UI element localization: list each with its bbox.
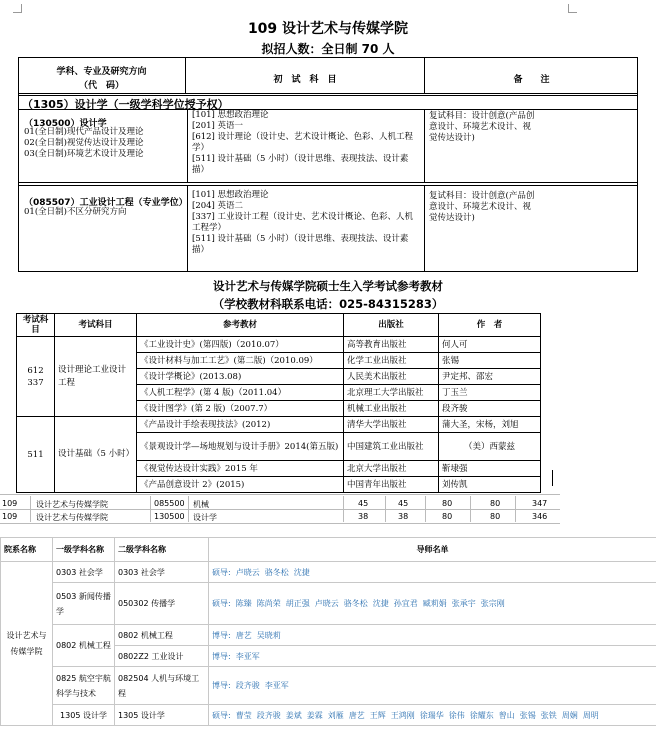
tutor-link[interactable]: 卢晓云 [235, 567, 260, 577]
tutor-label: 硕导: [212, 567, 231, 577]
score-politics: 38 [358, 512, 369, 521]
first-subject: 0303 社会学 [53, 562, 115, 583]
tutor-link[interactable]: 胡正强 [285, 599, 310, 608]
score-politics: 45 [358, 499, 369, 508]
header-exam-subject: 考试科目 [55, 314, 137, 337]
exam-subjects [192, 190, 420, 256]
tutor-link[interactable]: 吴晓莉 [256, 630, 281, 640]
col-code-header: （代 码） [78, 81, 124, 91]
tutor-link[interactable]: 张锡 [519, 710, 536, 720]
header-publisher: 出版社 [344, 314, 439, 337]
score-course2: 80 [490, 512, 501, 521]
tutor-link[interactable]: 刘雁 [327, 710, 344, 720]
tutor-link[interactable]: 李亚军 [264, 681, 289, 690]
direction-item: 01(全日制)现代产品设计及理论 [24, 127, 144, 137]
tutor-link[interactable]: 徐瑞华 [419, 710, 444, 720]
book-publisher: 人民美术出版社 [344, 369, 439, 385]
tutor-link[interactable]: 李亚军 [235, 651, 260, 661]
book-author: 刘传凯 [439, 477, 541, 493]
exam-code: 337 [27, 377, 44, 388]
first-subject: 1305 设计学 [53, 705, 115, 726]
tutor-link[interactable]: 段齐骏 [256, 710, 281, 720]
second-subject: 0802Z2 工业设计 [115, 646, 209, 667]
subject-item: [101] 思想政治理论 [192, 190, 269, 200]
book-publisher: 化学工业出版社 [344, 353, 439, 369]
tutor-list [209, 646, 656, 667]
subject-item: [337] 工业设计工程（设计史、艺术设计概论、色彩、人机工程学） [192, 212, 414, 233]
book-title: 《工业设计史》(第四版)（2010.07） [137, 337, 344, 353]
score-course2: 80 [490, 499, 501, 508]
subject-item: [612] 设计理论（设计史、艺术设计概论、色彩、人机工程学） [192, 132, 414, 153]
major-name: 设计学 [193, 513, 217, 522]
tutor-label: 博导: [212, 651, 231, 661]
book-author: 何人可 [439, 337, 541, 353]
tutor-link[interactable]: 姜霖 [306, 710, 323, 720]
tutor-label: 博导: [212, 630, 231, 640]
program-name: （085507）工业设计工程（专业学位） [24, 198, 188, 208]
tutor-link[interactable]: 臧莉娟 [422, 599, 447, 608]
tutor-link[interactable]: 张铁 [540, 710, 557, 720]
program-directions [24, 127, 186, 160]
tutor-link[interactable]: 周明 [582, 710, 599, 720]
tutor-link[interactable]: 陈尚荣 [256, 599, 281, 608]
college-title: 109 设计艺术与传媒学院 [247, 21, 409, 37]
subject-item: [101] 思想政治理论 [192, 110, 269, 120]
second-subject: 1305 设计学 [115, 705, 209, 726]
tutor-link[interactable]: 唐艺 [235, 630, 252, 640]
major-code: 085500 [154, 499, 185, 508]
score-total: 347 [532, 499, 548, 508]
college-cell: 设计艺术与传媒学院 [1, 562, 53, 726]
subject-item: [201] 英语一 [192, 121, 244, 131]
book-publisher: 机械工业出版社 [344, 401, 439, 417]
tutor-link[interactable]: 徐伟 [448, 710, 465, 720]
header-exam-code: 考试科目 [17, 314, 55, 337]
corner-mark-left [13, 4, 22, 13]
tutor-list [209, 583, 656, 625]
tutor-label: 硕导: [212, 710, 231, 720]
first-subject: 0802 机械工程 [53, 625, 115, 667]
exam-subject-cell: 设计理论工业设计工程 [55, 337, 137, 417]
major-name: 机械 [193, 500, 209, 509]
col-exam-header: 初 试 科 目 [273, 75, 337, 85]
tutor-list [209, 705, 656, 726]
score-total: 346 [532, 512, 548, 521]
first-subject: 0825 航空宇航科学与技术 [53, 667, 115, 705]
corner-mark-right [568, 4, 577, 13]
direction-item: 02(全日制)视觉传达设计及理论 [24, 138, 144, 148]
books-contact: （学校教材科联系电话：025-84315283） [212, 297, 444, 311]
tutor-link[interactable]: 王鸿刚 [390, 710, 415, 720]
score-course1: 80 [442, 512, 453, 521]
tutor-list [209, 667, 656, 705]
book-title: 《设计材料与加工工艺》(第二版)（2010.09） [137, 353, 344, 369]
score-english: 38 [398, 512, 409, 521]
books-title: 设计艺术与传媒学院硕士生入学考试参考教材 [213, 279, 443, 293]
college-code: 109 [2, 499, 18, 508]
book-publisher: 北京理工大学出版社 [344, 385, 439, 401]
tutor-label: 博导: [212, 681, 231, 690]
direction-item: 01(全日制)不区分研究方向 [24, 207, 127, 217]
exam-subject-cell: 设计基础（5 小时） [55, 417, 137, 493]
tutor-link[interactable]: 曹莹 [235, 710, 252, 720]
book-author: 尹定邦、邵宏 [439, 369, 541, 385]
book-title: 《设计学概论》(2013.08) [137, 369, 344, 385]
tutor-label: 硕导: [212, 599, 231, 608]
major-code: 130500 [154, 512, 185, 521]
direction-item: 03(全日制)环境艺术设计及理论 [24, 149, 144, 159]
book-title: 《设计图学》(第 2 版)（2007.7） [137, 401, 344, 417]
tutor-link[interactable]: 张宗刚 [480, 599, 505, 608]
col-subject-header: 学科、专业及研究方向 [56, 67, 147, 77]
college-name: 设计艺术与传媒学院 [36, 513, 108, 522]
tutor-link[interactable]: 卢晓云 [314, 599, 339, 608]
book-publisher: 中国青年出版社 [344, 477, 439, 493]
category-row: （1305）设计学（一级学科学位授予权） [22, 98, 229, 111]
second-subject: 082504 人机与环境工程 [115, 667, 209, 705]
second-subject: 0802 机械工程 [115, 625, 209, 646]
second-subject: 050302 传播学 [115, 583, 209, 625]
book-author: 蒲大圣，宋杨，刘旭 [439, 417, 541, 433]
tutor-link[interactable]: 周娴 [561, 710, 578, 720]
tutor-list [209, 562, 656, 583]
subject-item: [511] 设计基础（5 小时）（设计思维、表现技法、设计素描） [192, 234, 409, 255]
college-name: 设计艺术与传媒学院 [36, 500, 108, 509]
program-note: 复试科目：设计创意(产品创意设计、环境艺术设计、视觉传达设计) [429, 111, 535, 143]
exam-subjects [192, 110, 420, 176]
header-author: 作 者 [439, 314, 541, 337]
tutor-link[interactable]: 骆冬松 [343, 599, 368, 608]
exam-code-cell [17, 337, 55, 417]
book-title: 《景观设计学—场地规划与设计手册》2014(第五版) [137, 433, 344, 461]
book-title: 《产品创意设计 2》(2015) [137, 477, 344, 493]
program-directions [24, 207, 186, 218]
tutor-link[interactable]: 孙宜君 [393, 599, 418, 608]
second-subject: 0303 社会学 [115, 562, 209, 583]
book-author: （美）西蒙兹 [439, 433, 541, 461]
header-first-subject: 一级学科名称 [53, 538, 115, 562]
col-note-header: 备 注 [513, 75, 550, 85]
program-name: （130500）设计学 [24, 119, 107, 129]
tutor-link[interactable]: 沈捷 [293, 567, 310, 577]
header-tutor-list: 导师名单 [209, 538, 656, 562]
tutor-list [209, 625, 656, 646]
tutor-link[interactable]: 曾山 [498, 710, 515, 720]
reference-books-table [16, 313, 541, 493]
book-publisher: 中国建筑工业出版社 [344, 433, 439, 461]
tutor-table [0, 537, 656, 726]
enrollment-count: 拟招人数：全日制 70 人 [261, 42, 395, 56]
book-author: 张锡 [439, 353, 541, 369]
header-college: 院系名称 [1, 538, 53, 562]
subject-item: [511] 设计基础（5 小时）（设计思维、表现技法、设计素描） [192, 154, 409, 175]
first-subject: 0503 新闻传播学 [53, 583, 115, 625]
tutor-link[interactable]: 姜斌 [285, 710, 302, 720]
tutor-link[interactable]: 骆冬松 [264, 567, 289, 577]
subject-item: [204] 英语二 [192, 201, 244, 211]
tutor-link[interactable]: 段齐骏 [235, 681, 260, 690]
book-author: 段齐骏 [439, 401, 541, 417]
tutor-link[interactable]: 张承宇 [451, 599, 476, 608]
tutor-link[interactable]: 沈捷 [372, 599, 389, 608]
book-author: 靳埭强 [439, 461, 541, 477]
program-note: 复试科目：设计创意(产品创意设计、环境艺术设计、视觉传达设计) [429, 191, 535, 223]
college-code: 109 [2, 512, 18, 521]
book-publisher: 清华大学出版社 [344, 417, 439, 433]
book-author: 丁玉兰 [439, 385, 541, 401]
book-publisher: 高等教育出版社 [344, 337, 439, 353]
tutor-link[interactable]: 陈臻 [235, 599, 252, 608]
book-publisher: 北京大学出版社 [344, 461, 439, 477]
tutor-link[interactable]: 唐艺 [348, 710, 365, 720]
tutor-link[interactable]: 王辉 [369, 710, 386, 720]
exam-code-cell: 511 [17, 417, 55, 493]
header-reference-book: 参考教材 [137, 314, 344, 337]
header-second-subject: 二级学科名称 [115, 538, 209, 562]
tutor-link[interactable]: 徐耀东 [469, 710, 494, 720]
exam-code: 612 [27, 365, 44, 376]
score-course1: 80 [442, 499, 453, 508]
book-title: 《视觉传达设计实践》2015 年 [137, 461, 344, 477]
book-title: 《产品设计手绘表现技法》(2012) [137, 417, 344, 433]
score-english: 45 [398, 499, 409, 508]
book-title: 《人机工程学》(第 4 版)（2011.04） [137, 385, 344, 401]
